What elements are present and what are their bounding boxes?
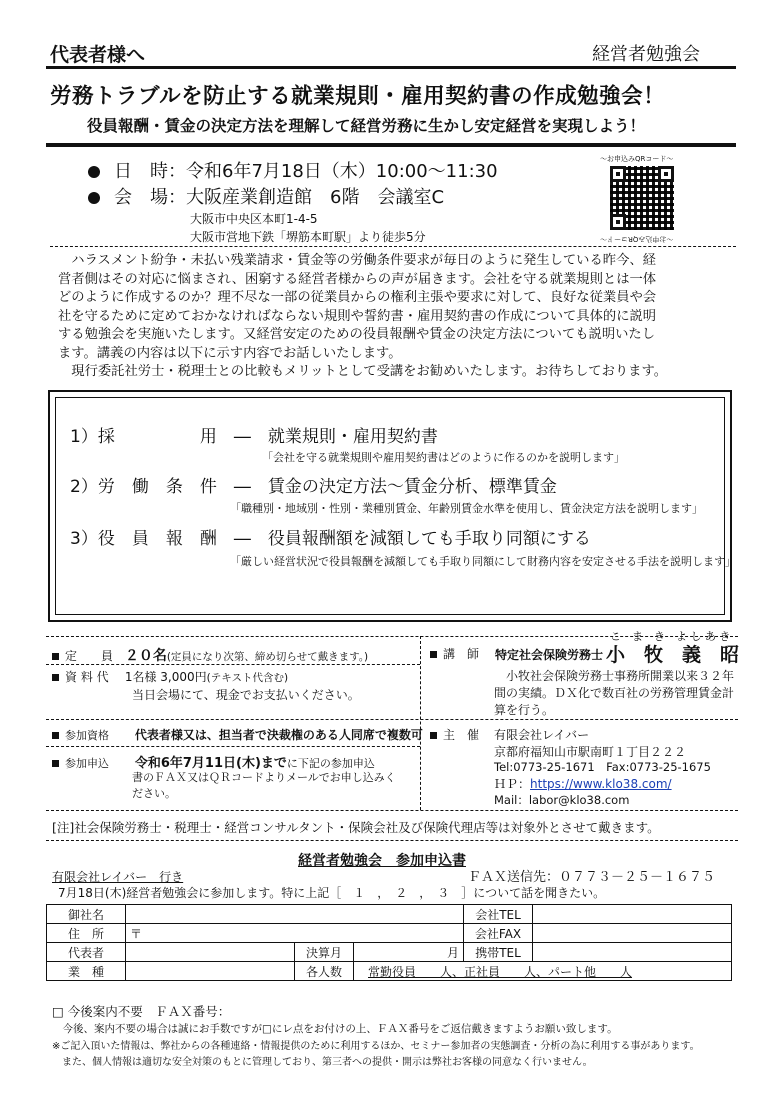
date-row: 日 時：令和6年7月18日（木）10:00〜11:30 bbox=[88, 157, 498, 183]
footer-line-1: 今後、案内不要の場合は誠にお手数ですが□にレ点をお付けの上、ＦＡＸ番号をご返信戴きますようお願い致します。 bbox=[52, 1023, 618, 1035]
rep-field[interactable] bbox=[126, 943, 295, 962]
mobile-label: 携帯TEL bbox=[464, 943, 533, 962]
form-destination: 有限会社レイバー 行き bbox=[52, 870, 184, 884]
host-website-link[interactable]: https://www.klo38.com/ bbox=[530, 777, 672, 791]
industry-label: 業 種 bbox=[47, 962, 126, 981]
venue-address: 大阪市中央区本町1-4-5 bbox=[190, 212, 318, 226]
host-mail: Mail：labor@klo38.com bbox=[494, 793, 630, 807]
info-divider-2 bbox=[46, 719, 738, 720]
intro-text: ハラスメント紛争・未払い残業請求・賃金等の労働条件要求が毎日のように発生している昨今、経 営者側はその対応に悩まされ、困窮する経営者様からの声が届きます。会社を守る就業規則とは一体 どのように作成するのか？理不尽な一部の従業員からの権利主張や要求に対して、良好な従業員や会 社を守るために定めておかなければならない規則や誓約書・雇用契約書の作成について具体的に説明 する勉強会を実施いたします。又経営安定のための役員報酬や賃金の決定方法についても説明いたし ます。講義の内容は以下に示す内容でお話しいたします。 現行委託社労士・税理士との比較もメリットとして受講をお勧めいたします。お待ちしております。 bbox=[58, 253, 667, 379]
address-label: 住 所 bbox=[47, 924, 126, 943]
footer-line-2: ※ご記入頂いた情報は、弊社からの各種連絡・情報提供のために利用するほか、セミナー参加者の実態調査・分析の為に利用する事があります。 bbox=[52, 1041, 700, 1052]
date-label: 日 時 bbox=[114, 161, 168, 182]
qr-caption-bottom: 〜お申込みQRコード〜 bbox=[600, 235, 674, 243]
topic-2: 2）労 働 条 件 ― 賃金の決定方法〜賃金分析、標準賃金 bbox=[70, 477, 557, 497]
topic-3-desc: 「厳しい経営状況で役員報酬を減額しても手取り同額にして財務内容を安定させる手法を説明します」 bbox=[230, 555, 736, 568]
page-title: 労務トラブルを防止する就業規則・雇用契約書の作成勉強会！ bbox=[50, 84, 666, 109]
form-fax: ＦＡＸ送信先：０７７３－２５－１６７５ bbox=[468, 870, 716, 885]
venue-row: 会 場：大阪産業創造館 6階 会議室C bbox=[88, 183, 444, 209]
company-field[interactable] bbox=[126, 905, 464, 924]
page-subtitle: 役員報酬・賃金の決定方法を理解して経営労務に生かし安定経営を実現しよう！ bbox=[87, 117, 646, 135]
lecturer-label: 講 師 bbox=[430, 645, 479, 662]
fee-row: 資 料 代 1名様 3,000円(テキスト代含む) bbox=[52, 668, 288, 685]
company-fax-label: 会社FAX bbox=[464, 924, 533, 943]
apply-row-3: ださい。 bbox=[132, 787, 176, 800]
count-label: 各人数 bbox=[295, 962, 354, 981]
lecturer-bio-3: 算を行う。 bbox=[494, 703, 555, 717]
venue-label: 会 場 bbox=[114, 187, 168, 208]
fee-note: 当日会場にて、現金でお支払いください。 bbox=[132, 688, 360, 702]
info-vertical-divider bbox=[420, 636, 421, 810]
address-field[interactable]: 〒 bbox=[126, 924, 464, 943]
footer-line-3: また、個人情報は適切な安全対策のもとに管理しており、第三者への提供・開示は弊社お客様の同意なく行いません。 bbox=[52, 1057, 593, 1068]
bullet-icon bbox=[88, 192, 100, 204]
topic-1: 1）採 用 ― 就業規則・雇用契約書 bbox=[70, 427, 438, 447]
date-value: 令和6年7月18日（木）10:00〜11:30 bbox=[186, 161, 498, 182]
form-title: 経営者勉強会 参加申込書 bbox=[298, 853, 466, 869]
lecturer-name: 小 牧 義 昭 bbox=[606, 644, 740, 666]
info-divider-1 bbox=[46, 664, 420, 665]
cut-line bbox=[46, 840, 738, 841]
capacity-row: 定 員 ２０名(定員になり次第、締め切らせて戴きます。) bbox=[52, 645, 368, 665]
bullet-icon bbox=[88, 166, 100, 178]
topic-2-desc: 「職種別・地域別・性別・業種別賃金、年齢別賃金水準を使用し、賃金決定方法を説明します」 bbox=[230, 502, 703, 515]
exclusion-note: [注]社会保険労務士・税理士・経営コンサルタント・保険会社及び保険代理店等は対象外とさせて戴きます。 bbox=[52, 820, 660, 835]
host-label: 主 催 bbox=[430, 726, 479, 743]
rep-label: 代表者 bbox=[47, 943, 126, 962]
lecturer-ruby: こ ま き よ し あ き bbox=[610, 630, 731, 643]
company-fax-field[interactable] bbox=[533, 924, 732, 943]
eligibility-row: 参加資格 代表者様又は、担当者で決裁権のある人同席で複数可 bbox=[52, 726, 423, 743]
title-divider bbox=[46, 143, 736, 147]
venue-value: 大阪産業創造館 6階 会議室C bbox=[186, 187, 445, 208]
intro-divider bbox=[50, 246, 736, 247]
optout-row[interactable]: □ 今後案内不要 ＦＡＸ番号： bbox=[52, 1004, 231, 1019]
lecturer-bio-1: 小牧社会保険労務士事務所開業以来３２年 bbox=[506, 669, 735, 683]
lecturer-bio-2: 間の実績。ＤＸ化で数百社の労務管理賃金計 bbox=[494, 686, 735, 700]
host-address: 京都府福知山市駅南町１丁目２２２ bbox=[494, 745, 687, 759]
company-label: 御社名 bbox=[47, 905, 126, 924]
count-field[interactable]: 常勤役員 人、正社員 人、パート他 人 bbox=[354, 962, 732, 981]
host-hp-row: ＨＰ：https://www.klo38.com/ bbox=[494, 777, 672, 791]
company-tel-field[interactable] bbox=[533, 905, 732, 924]
info-bottom-divider bbox=[46, 810, 738, 811]
mobile-field[interactable] bbox=[533, 943, 732, 962]
topic-3: 3）役 員 報 酬 ― 役員報酬額を減額しても手取り同額にする bbox=[70, 529, 591, 549]
host-tel: Tel:0773-25-1671 Fax:0773-25-1675 bbox=[494, 760, 711, 774]
host-name: 有限会社レイバー bbox=[494, 728, 590, 742]
organizer-name: 経営者勉強会 bbox=[592, 44, 700, 65]
form-statement: 7月18日(木)経営者勉強会に参加します。特に上記［ １ ， ２ ， ３ ］について話を聞きたい。 bbox=[58, 886, 606, 900]
application-form bbox=[46, 904, 732, 981]
venue-access: 大阪市営地下鉄「堺筋本町駅」より徒歩5分 bbox=[190, 230, 426, 244]
apply-row: 参加申込 令和6年7月11日(木)までに下記の参加申込 bbox=[52, 752, 375, 771]
fiscal-label: 決算月 bbox=[295, 943, 354, 962]
header-divider bbox=[46, 66, 736, 69]
addressee: 代表者様へ bbox=[50, 44, 146, 66]
lecturer-title: 特定社会保険労務士 bbox=[495, 648, 604, 662]
topic-1-desc: 「会社を守る就業規則や雇用契約書はどのように作るのかを説明します」 bbox=[262, 451, 625, 464]
qr-code-icon[interactable] bbox=[610, 166, 674, 230]
qr-caption-top: 〜お申込みQRコード〜 bbox=[600, 155, 674, 163]
industry-field[interactable] bbox=[126, 962, 295, 981]
company-tel-label: 会社TEL bbox=[464, 905, 533, 924]
info-divider-3 bbox=[46, 746, 420, 747]
apply-row-2: 書のＦＡＸ又はＱＲコードよりメールでお申し込みく bbox=[132, 771, 396, 784]
fiscal-field[interactable]: 月 bbox=[354, 943, 464, 962]
